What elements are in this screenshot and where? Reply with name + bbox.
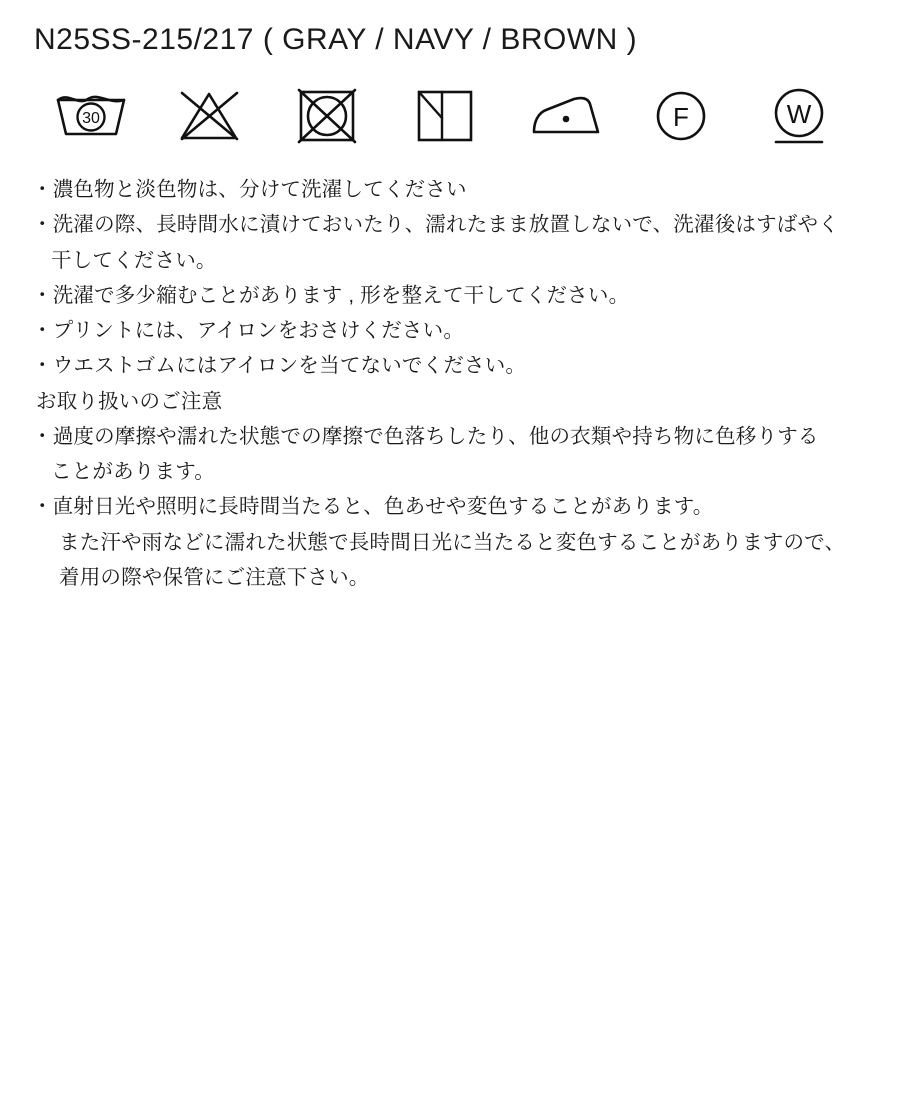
list-item: ・洗濯の際、長時間水に漬けておいたり、濡れたまま放置しないで、洗濯後はすばやく bbox=[32, 213, 839, 237]
list-item: ・直射日光や照明に長時間当たると、色あせや変色することがあります。 bbox=[32, 495, 714, 519]
section-heading: お取り扱いのご注意 bbox=[36, 389, 223, 413]
svg-text:F: F bbox=[673, 102, 689, 132]
list-item: ・濃色物と淡色物は、分けて洗濯してください bbox=[32, 178, 467, 201]
page-title: N25SS-215/217 ( GRAY / NAVY / BROWN ) bbox=[34, 23, 638, 56]
list-item: また汗や雨などに濡れた状態で長時間日光に当たると変色することがありますので、 bbox=[59, 530, 846, 554]
list-item: ・プリントには、アイロンをおさけください。 bbox=[32, 319, 465, 342]
dryclean-f-icon bbox=[642, 76, 760, 154]
care-symbol-row bbox=[52, 76, 902, 154]
iron-low-icon bbox=[524, 76, 642, 154]
list-item: ことがあります。 bbox=[51, 460, 215, 483]
svg-text:30: 30 bbox=[82, 110, 100, 127]
svg-text:W: W bbox=[786, 99, 812, 129]
no-bleach-icon bbox=[170, 76, 288, 154]
wash-30-icon bbox=[52, 76, 170, 154]
list-item: ・過度の摩擦や濡れた状態での摩擦で色落ちしたり、他の衣類や持ち物に色移りする bbox=[32, 424, 819, 448]
list-item: ・洗濯で多少縮むことがあります , 形を整えて干してください。 bbox=[32, 283, 630, 307]
drip-dry-in-shade-icon bbox=[406, 76, 524, 154]
no-tumble-dry-icon bbox=[288, 76, 406, 154]
wetclean-w-icon bbox=[760, 76, 878, 154]
list-item: 干してください。 bbox=[51, 248, 217, 272]
care-notes-list bbox=[32, 172, 902, 595]
list-item: ・ウエストゴムにはアイロンを当てないでください。 bbox=[32, 354, 527, 378]
list-item: 着用の際や保管にご注意下さい。 bbox=[59, 565, 370, 589]
